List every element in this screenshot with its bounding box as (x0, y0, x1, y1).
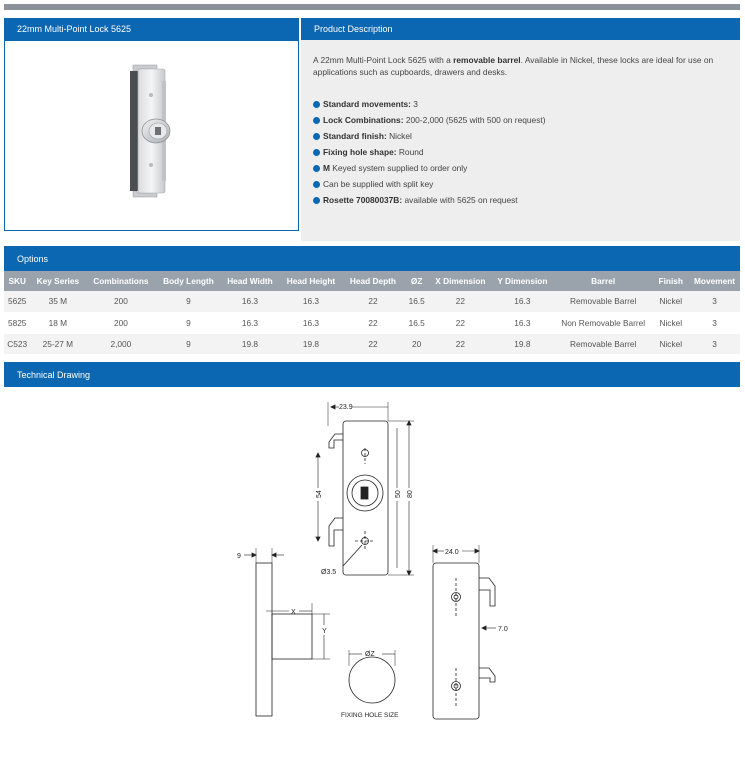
dim-9-label: 9 (237, 553, 241, 560)
dim-23-9-label: 23.9 (339, 404, 353, 411)
back-view (433, 545, 496, 719)
col-sku: SKU (4, 271, 30, 291)
technical-header: Technical Drawing (17, 369, 91, 380)
cell-sku: 5825 (4, 312, 30, 333)
feature-item: Rosette 70080037B: available with 5625 on request (313, 194, 728, 206)
cell-finish: Nickel (652, 312, 689, 333)
col-head-height: Head Height (279, 271, 342, 291)
dim-7-label: 7.0 (498, 626, 508, 633)
cell-movement: 3 (689, 312, 740, 333)
cell-combinations: 200 (85, 291, 156, 312)
col-body-length: Body Length (156, 271, 220, 291)
fixing-hole-caption: FIXING HOLE SIZE (341, 712, 399, 719)
description-header: Product Description (314, 24, 393, 34)
cell-finish: Nickel (652, 291, 689, 312)
cell-x-dimension: 22 (430, 312, 491, 333)
cell-head-width: 16.3 (221, 312, 280, 333)
front-view (316, 402, 414, 575)
cell-key-series: 25-27 M (30, 333, 85, 354)
side-view (244, 548, 330, 716)
feature-list (313, 98, 728, 206)
cell-y-dimension: 16.3 (491, 291, 554, 312)
technical-drawing-svg (4, 388, 740, 759)
cell-oz: 16.5 (403, 291, 429, 312)
dim-y-label: Y (322, 628, 327, 635)
dim-hole-label: Ø3.5 (321, 569, 337, 576)
cell-barrel: Removable Barrel (554, 291, 653, 312)
cell-y-dimension: 16.3 (491, 312, 554, 333)
cell-body-length: 9 (156, 312, 220, 333)
col-head-depth: Head Depth (342, 271, 403, 291)
dim-z-label: ØZ (365, 651, 375, 658)
dim-x-label: X (291, 609, 296, 616)
feature-item: M Keyed system supplied to order only (313, 162, 728, 174)
col-x-dimension: X Dimension (430, 271, 491, 291)
col-head-width: Head Width (221, 271, 280, 291)
cell-x-dimension: 22 (430, 333, 491, 354)
feature-item: Fixing hole shape: Round (313, 146, 728, 158)
options-header-bar (4, 246, 740, 271)
table-row (4, 291, 740, 312)
cell-key-series: 35 M (30, 291, 85, 312)
cell-oz: 16.5 (403, 312, 429, 333)
col-combinations: Combinations (85, 271, 156, 291)
cell-movement: 3 (689, 333, 740, 354)
cell-head-depth: 22 (342, 291, 403, 312)
cell-body-length: 9 (156, 291, 220, 312)
cell-head-depth: 22 (342, 312, 403, 333)
cell-sku: 5625 (4, 291, 30, 312)
col-finish: Finish (652, 271, 689, 291)
col-movement: Movement (689, 271, 740, 291)
cell-head-height: 16.3 (279, 291, 342, 312)
description-panel (301, 40, 740, 241)
product-image-panel (4, 40, 299, 231)
feature-item: Standard movements: 3 (313, 98, 728, 110)
cell-barrel: Non Removable Barrel (554, 312, 653, 333)
product-title-bar (4, 18, 299, 40)
product-photo (5, 41, 298, 230)
dim-80-label: 80 (407, 490, 414, 498)
feature-item: Standard finish: Nickel (313, 130, 728, 142)
cell-head-height: 16.3 (279, 312, 342, 333)
dim-24-label: 24.0 (445, 549, 459, 556)
table-row (4, 333, 740, 354)
cell-combinations: 2,000 (85, 333, 156, 354)
cell-sku: C523 (4, 333, 30, 354)
cell-head-width: 16.3 (221, 291, 280, 312)
cell-head-width: 19.8 (221, 333, 280, 354)
cell-head-height: 19.8 (279, 333, 342, 354)
cell-head-depth: 22 (342, 333, 403, 354)
cell-combinations: 200 (85, 312, 156, 333)
cell-barrel: Removable Barrel (554, 333, 653, 354)
description-intro: A 22mm Multi-Point Lock 5625 with a removable barrel. Available in Nickel, these locks are ideal for use on applications such as cupboards, drawers and desks. (313, 55, 714, 77)
product-title: 22mm Multi-Point Lock 5625 (17, 24, 132, 34)
cell-body-length: 9 (156, 333, 220, 354)
technical-drawing (4, 388, 740, 759)
cell-oz: 20 (403, 333, 429, 354)
feature-item: Lock Combinations: 200-2,000 (5625 with 500 on request) (313, 114, 728, 126)
col-y-dimension: Y Dimension (491, 271, 554, 291)
cell-key-series: 18 M (30, 312, 85, 333)
top-divider (4, 4, 740, 10)
cell-x-dimension: 22 (430, 291, 491, 312)
feature-item: Can be supplied with split key (313, 178, 728, 190)
cell-finish: Nickel (652, 333, 689, 354)
options-header: Options (17, 253, 49, 264)
options-header-row (4, 271, 740, 291)
col-oz: ØZ (403, 271, 429, 291)
technical-header-bar (4, 362, 740, 387)
description-header-bar (301, 18, 740, 40)
cell-y-dimension: 19.8 (491, 333, 554, 354)
options-table (4, 271, 740, 355)
cell-movement: 3 (689, 291, 740, 312)
table-row (4, 312, 740, 333)
col-key-series: Key Series (30, 271, 85, 291)
col-barrel: Barrel (554, 271, 653, 291)
dim-54-label: 54 (316, 490, 323, 498)
dim-50-label: 50 (395, 490, 402, 498)
